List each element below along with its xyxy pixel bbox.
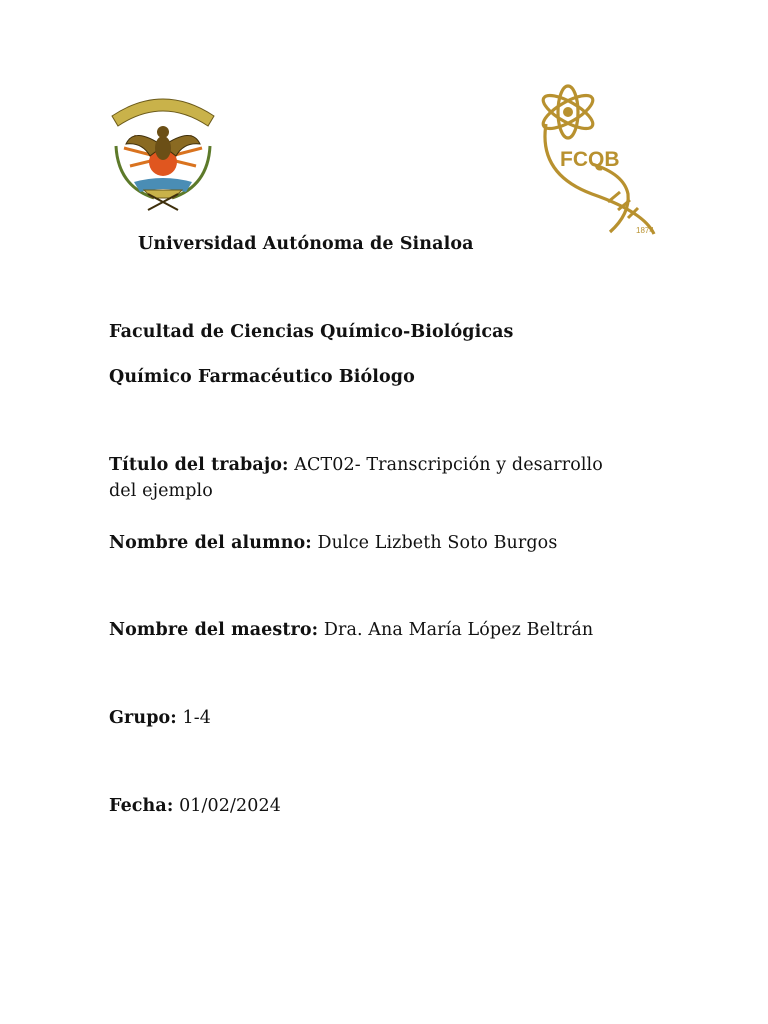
fcqb-text: FCQB bbox=[560, 148, 620, 171]
teacher-field bbox=[109, 617, 593, 643]
date-field bbox=[109, 793, 281, 819]
teacher-label: Nombre del maestro: bbox=[109, 620, 319, 640]
student-label: Nombre del alumno: bbox=[109, 533, 312, 553]
title-value: ACT02- Transcripción y desarrollo bbox=[294, 455, 603, 475]
date-value: 01/02/2024 bbox=[179, 796, 281, 816]
teacher-value: Dra. Ana María López Beltrán bbox=[323, 620, 594, 640]
university-name: Universidad Autónoma de Sinaloa bbox=[138, 234, 474, 254]
date-label: Fecha: bbox=[109, 796, 174, 816]
group-field bbox=[109, 705, 211, 731]
fcqb-year: 1874 bbox=[636, 226, 654, 235]
title-label: Título del trabajo: bbox=[109, 455, 289, 475]
title-value-continued: del ejemplo bbox=[109, 481, 213, 501]
faculty-name: Facultad de Ciencias Químico-Biológicas bbox=[109, 322, 514, 342]
career-name: Químico Farmacéutico Biólogo bbox=[109, 367, 415, 387]
group-label: Grupo: bbox=[109, 708, 177, 728]
student-field bbox=[109, 530, 557, 556]
student-value: Dulce Lizbeth Soto Burgos bbox=[317, 533, 558, 553]
group-value: 1-4 bbox=[182, 708, 212, 728]
fcqb-dna-atom-icon bbox=[532, 84, 664, 242]
title-field bbox=[109, 452, 603, 478]
uas-seal-icon bbox=[104, 86, 222, 216]
